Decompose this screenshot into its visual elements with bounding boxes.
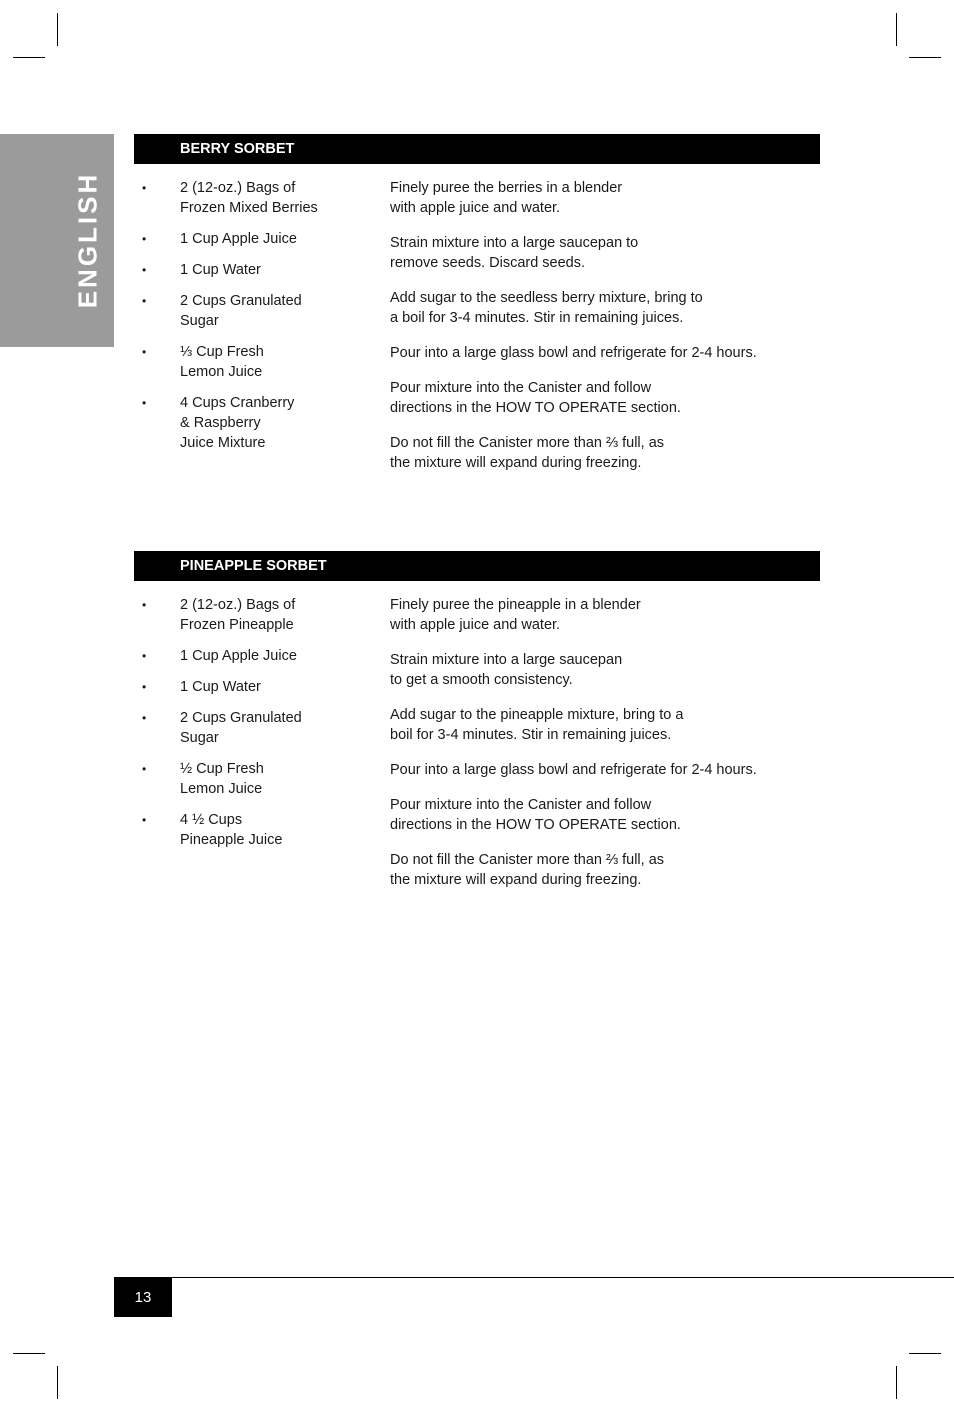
crop-mark: [13, 57, 45, 58]
ingredient-text: 1 Cup Water: [180, 262, 261, 278]
crop-mark: [896, 13, 897, 46]
bullet-icon: •: [142, 649, 147, 663]
ingredient-text: 1 Cup Water: [180, 679, 261, 695]
instruction-text: Add sugar to the pineapple mixture, bring to a: [390, 707, 684, 723]
bullet-icon: •: [142, 762, 147, 776]
ingredient-item: [134, 759, 374, 799]
instruction-text: Do not fill the Canister more than ⅔ full, as: [390, 435, 665, 451]
recipe-section-pineapple-sorbet: [134, 551, 820, 888]
instruction-step: [390, 760, 820, 780]
instruction-text: remove seeds. Discard seeds.: [390, 255, 586, 271]
bullet-icon: •: [142, 396, 147, 410]
bullet-icon: •: [142, 345, 147, 359]
ingredient-item: [134, 342, 374, 382]
ingredient-item: [134, 291, 374, 331]
instruction-text: the mixture will expand during freezing.: [390, 455, 642, 471]
instruction-step: [390, 178, 820, 218]
ingredient-item: [134, 393, 374, 453]
ingredient-item: [134, 677, 374, 697]
ingredient-text: Pineapple Juice: [180, 832, 283, 848]
instruction-text: Strain mixture into a large saucepan: [390, 652, 623, 668]
instruction-step: [390, 343, 820, 363]
language-tab-label: ENGLISH: [72, 171, 103, 309]
ingredient-text: Lemon Juice: [180, 781, 263, 797]
instruction-text: Finely puree the pineapple in a blender: [390, 597, 641, 613]
ingredient-text: 4 ½ Cups: [180, 812, 243, 828]
instruction-step: [390, 233, 820, 273]
crop-mark: [909, 57, 941, 58]
ingredient-text: ⅓ Cup Fresh: [180, 344, 264, 360]
bullet-icon: •: [142, 711, 147, 725]
instruction-text: directions in the HOW TO OPERATE section.: [390, 817, 681, 833]
recipe-section-berry-sorbet: [134, 134, 820, 471]
ingredient-text: 4 Cups Cranberry: [180, 395, 295, 411]
crop-mark: [896, 1366, 897, 1399]
ingredient-text: 2 Cups Granulated: [180, 710, 302, 726]
instruction-text: Strain mixture into a large saucepan to: [390, 235, 639, 251]
instruction-text: Finely puree the berries in a blender: [390, 180, 623, 196]
ingredient-text: Sugar: [180, 313, 219, 329]
ingredient-item: [134, 646, 374, 666]
recipe-title: PINEAPPLE SORBET: [134, 551, 820, 581]
instruction-text: Pour mixture into the Canister and follow: [390, 797, 652, 813]
ingredient-text: Juice Mixture: [180, 435, 266, 451]
ingredient-text: ½ Cup Fresh: [180, 761, 264, 777]
ingredient-list: [134, 595, 374, 861]
instruction-step: [390, 378, 820, 418]
crop-mark: [909, 1353, 941, 1354]
instruction-step: [390, 795, 820, 835]
instruction-text: with apple juice and water.: [390, 617, 561, 633]
instruction-text: boil for 3-4 minutes. Stir in remaining juices.: [390, 727, 672, 743]
instruction-step: [390, 705, 820, 745]
bullet-icon: •: [142, 232, 147, 246]
bullet-icon: •: [142, 181, 147, 195]
instruction-list: [390, 178, 820, 488]
ingredient-item: [134, 595, 374, 635]
ingredient-item: [134, 810, 374, 850]
instruction-step: [390, 650, 820, 690]
ingredient-item: [134, 178, 374, 218]
ingredient-text: 2 (12-oz.) Bags of: [180, 180, 296, 196]
instruction-step: [390, 288, 820, 328]
recipe-title: BERRY SORBET: [134, 134, 820, 164]
instruction-text: Pour into a large glass bowl and refrigerate for 2-4 hours.: [390, 762, 757, 778]
bullet-icon: •: [142, 294, 147, 308]
ingredient-text: 1 Cup Apple Juice: [180, 648, 297, 664]
footer-rule: [114, 1277, 954, 1278]
ingredient-item: [134, 708, 374, 748]
crop-mark: [13, 1353, 45, 1354]
bullet-icon: •: [142, 263, 147, 277]
ingredient-text: Frozen Mixed Berries: [180, 200, 318, 216]
page-number: 13: [114, 1278, 172, 1317]
ingredient-text: Frozen Pineapple: [180, 617, 294, 633]
instruction-text: Do not fill the Canister more than ⅔ full, as: [390, 852, 665, 868]
bullet-icon: •: [142, 680, 147, 694]
ingredient-text: 2 (12-oz.) Bags of: [180, 597, 296, 613]
ingredient-item: [134, 229, 374, 249]
ingredient-text: & Raspberry: [180, 415, 261, 431]
ingredient-text: Sugar: [180, 730, 219, 746]
instruction-text: Pour mixture into the Canister and follow: [390, 380, 652, 396]
instruction-step: [390, 850, 820, 890]
ingredient-text: 1 Cup Apple Juice: [180, 231, 297, 247]
instruction-step: [390, 433, 820, 473]
bullet-icon: •: [142, 813, 147, 827]
bullet-icon: •: [142, 598, 147, 612]
instruction-text: the mixture will expand during freezing.: [390, 872, 642, 888]
instruction-text: Add sugar to the seedless berry mixture, bring to: [390, 290, 703, 306]
instruction-text: directions in the HOW TO OPERATE section.: [390, 400, 681, 416]
ingredient-list: [134, 178, 374, 464]
instruction-text: Pour into a large glass bowl and refrigerate for 2-4 hours.: [390, 345, 757, 361]
crop-mark: [57, 1366, 58, 1399]
instruction-text: a boil for 3-4 minutes. Stir in remaining juices.: [390, 310, 684, 326]
instruction-step: [390, 595, 820, 635]
ingredient-item: [134, 260, 374, 280]
instruction-text: to get a smooth consistency.: [390, 672, 573, 688]
instruction-text: with apple juice and water.: [390, 200, 561, 216]
ingredient-text: 2 Cups Granulated: [180, 293, 302, 309]
ingredient-text: Lemon Juice: [180, 364, 263, 380]
instruction-list: [390, 595, 820, 905]
crop-mark: [57, 13, 58, 46]
